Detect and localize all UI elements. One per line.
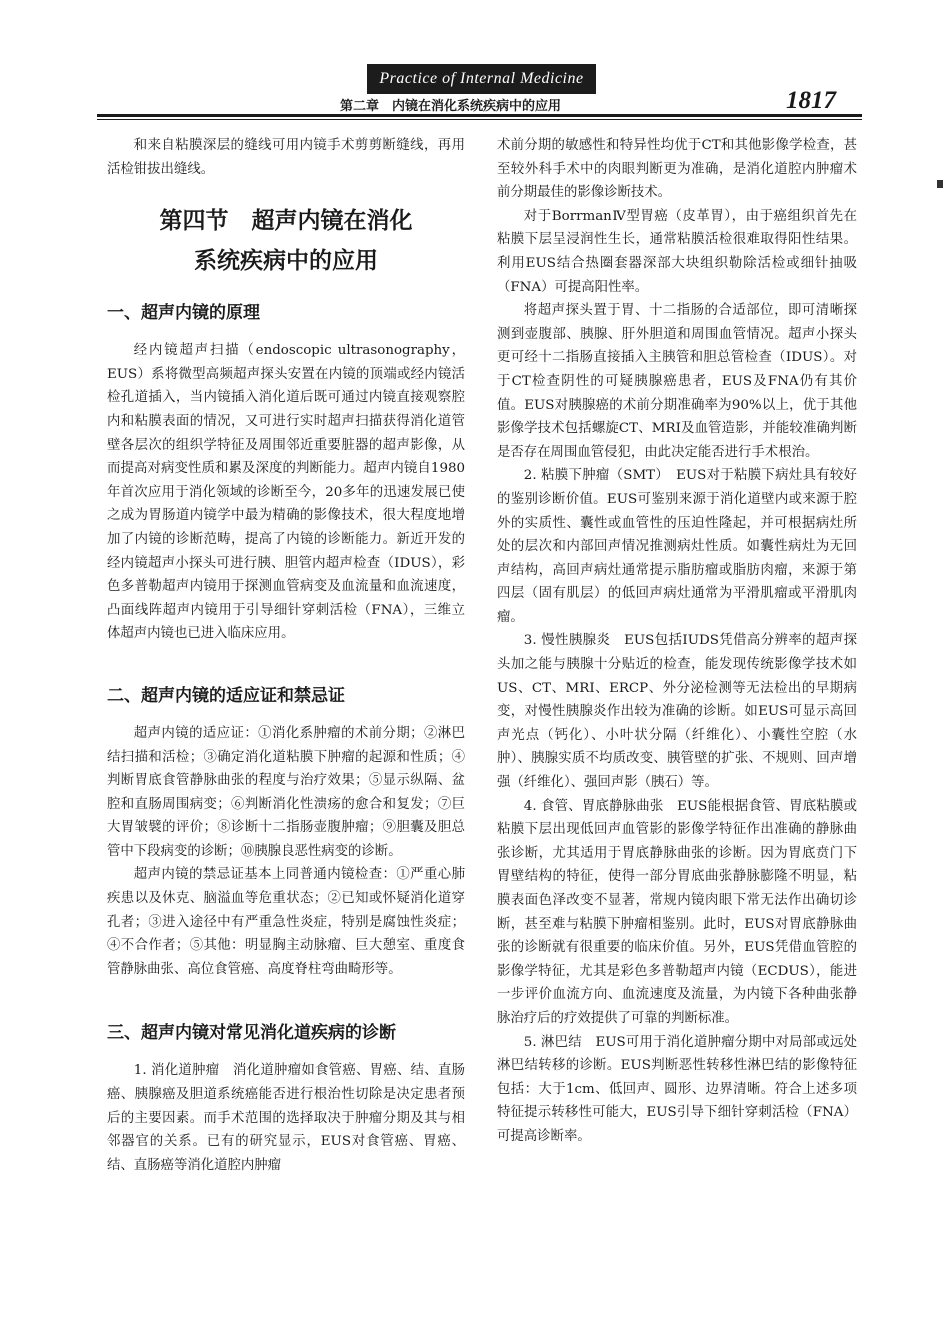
header-rule-thin — [97, 119, 862, 120]
heading-principle: 一、超声内镜的原理 — [107, 303, 260, 324]
chapter-title: 第二章 内镜在消化系统疾病中的应用 — [340, 99, 562, 114]
paragraph-lymph-nodes: 5. 淋巴结 EUS可用于消化道肿瘤分期中对局部或远处淋巴结转移的诊断。EUS判断恶性转移性淋巴结的影像特征包括：大于1cm、低回声、圆形、边界清晰。符合上述多项特征提示转移性可能大，EUS引导下细针穿刺活检（FNA）可提高诊断率。 — [497, 1034, 857, 1144]
page-number: 1817 — [786, 87, 836, 114]
spacer — [107, 981, 465, 1001]
section-title-line2: 系统疾病中的应用 — [194, 248, 378, 275]
journal-title: Practice of Internal Medicine — [379, 70, 584, 87]
section-title — [107, 201, 465, 281]
paragraph-borrmann: 对于BorrmanⅣ型胃癌（皮革胃），由于癌组织首先在粘膜下层呈浸润性生长，通常粘膜活检很难取得阳性结果。利用EUS结合热圈套器深部大块组织勒除活检或细针抽吸（FNA）可提高阳性率。 — [497, 208, 857, 295]
heading-indications: 二、超声内镜的适应证和禁忌证 — [107, 685, 345, 706]
carryover-paragraph: 和来自粘膜深层的缝线可用内镜手术剪剪断缝线，再用活检钳拔出缝线。 — [107, 138, 465, 177]
paragraph-staging: 术前分期的敏感性和特异性均优于CT和其他影像学检查，甚至较外科手术中的肉眼判断更为准确，是消化道腔内肿瘤术前分期最佳的影像诊断技术。 — [497, 138, 857, 201]
paragraph-indications: 超声内镜的适应证：①消化系肿瘤的术前分期；②淋巴结扫描和活检；③确定消化道粘膜下肿瘤的起源和性质；④判断胃底食管静脉曲张的程度与治疗效果；⑤显示纵隔、盆腔和直肠周围病变；⑥判断消化性溃疡的愈合和复发；⑦巨大胃皱襞的评价；⑧诊断十二指肠壶腹肿瘤；⑨胆囊及胆总管中下段病变的诊断；⑩胰腺良恶性病变的诊断。 — [107, 725, 465, 859]
paragraph-gi-tumors: 1. 消化道肿瘤 消化道肿瘤如食管癌、胃癌、结、直肠癌、胰腺癌及胆道系统癌能否进行根治性切除是决定患者预后的主要因素。而手术范围的选择取决于肿瘤分期及其与相邻器官的关系。已有的研究显示，EUS对食管癌、胃癌、结、直肠癌等消化道腔内肿瘤 — [107, 1063, 465, 1173]
paragraph-pancreas: 将超声探头置于胃、十二指肠的合适部位，即可清晰探测到壶腹部、胰腺、肝外胆道和周围血管情况。超声小探头更可经十二指肠直接插入主胰管和胆总管检查（IDUS）。对于CT检查阴性的可疑胰腺癌患者，EUS及FNA仍有其价值。EUS对胰腺癌的术前分期准确率为90%以上，优于其他影像学技术包括螺旋CT、MRI及血管造影，并能较准确判断是否存在周围血管侵犯，由此决定能否进行手术根治。 — [497, 303, 857, 460]
left-column — [107, 134, 465, 1177]
header-rule-thick — [97, 114, 862, 117]
section-title-line1: 第四节 超声内镜在消化 — [159, 208, 413, 235]
spacer — [107, 646, 465, 664]
heading-diagnosis: 三、超声内镜对常见消化道疾病的诊断 — [107, 1023, 396, 1044]
paragraph-varices: 4. 食管、胃底静脉曲张 EUS能根据食管、胃底粘膜或粘膜下层出现低回声血管影的影像学特征作出准确的静脉曲张诊断，尤其适用于胃底静脉曲张的诊断。因为胃底贲门下胃壁结构的特征，使得一部分胃底曲张静脉膨隆不明显，粘膜表面色泽改变不显著，常规内镜肉眼下常无法作出确切诊断，甚至难与粘膜下肿瘤相鉴别。此时，EUS对胃底静脉曲张的诊断就有很重要的临床价值。另外，EUS凭借血管腔的影像学特征，尤其是彩色多普勒超声内镜（ECDUS），能进一步评价血流方向、血流速度及流量，为内镜下各种曲张静脉治疗后的疗效提供了可靠的判断标准。 — [497, 798, 857, 1026]
paragraph-pancreatitis: 3. 慢性胰腺炎 EUS包括IUDS凭借高分辨率的超声探头加之能与胰腺十分贴近的检查，能发现传统影像学技术如US、CT、MRI、ERCP、外分泌检测等无法检出的早期病变，对慢性胰腺炎作出较为准确的诊断。如EUS可显示高回声光点（钙化）、小叶状分隔（纤维化）、小囊性空腔（水肿）、胰腺实质不均质改变、胰管壁的扩张、不规则、回声增强（纤维化）、强回声影（胰石）等。 — [497, 633, 857, 791]
right-column — [497, 134, 857, 1149]
page-edge-mark — [937, 180, 943, 188]
paragraph-smt: 2. 粘膜下肿瘤（SMT） EUS对于粘膜下病灶具有较好的鉴别诊断价值。EUS可鉴别来源于消化道壁内或来源于腔外的实质性、囊性或血管性的压迫性隆起，并可根据病灶所处的层次和内部回声情况推测病灶性质。如囊性病灶为无回声结构，高回声病灶通常提示脂肪瘤或脂肪肉瘤，来源于第四层（固有肌层）的低回声病灶通常为平滑肌瘤或平滑肌肉瘤。 — [497, 468, 857, 625]
paragraph-contraindications: 超声内镜的禁忌证基本上同普通内镜检查：①严重心肺疾患以及休克、脑溢血等危重状态；②已知或怀疑消化道穿孔者；③进入途径中有严重急性炎症，特别是腐蚀性炎症；④不合作者；⑤其他：明显胸主动脉瘤、巨大憩室、重度食管静脉曲张、高位食管癌、高度脊柱弯曲畸形等。 — [107, 867, 465, 977]
paragraph-principle: 经内镜超声扫描（endoscopic ultrasonography，EUS）系将微型高频超声探头安置在内镜的顶端或经内镜活检孔道插入，当内镜插入消化道后既可通过内镜直接观察腔内和粘膜表面的情况，又可进行实时超声扫描获得消化道管壁各层次的组织学特征及周围邻近重要脏器的超声影像，从而提高对病变性质和累及深度的判断能力。超声内镜自1980年首次应用于消化领域的诊断至今，20多年的迅速发展已使之成为胃肠道内镜学中最为精确的影像技术，很大程度地增加了内镜的诊断范畴，提高了内镜的诊断能力。新近开发的经内镜超声小探头可进行胰、胆管内超声检查（IDUS），彩色多普勒超声内镜用于探测血管病变及血流量和血流速度，凸面线阵超声内镜用于引导细针穿刺活检（FNA），三维立体超声内镜也已进入临床应用。 — [107, 343, 465, 642]
journal-masthead — [367, 64, 596, 94]
